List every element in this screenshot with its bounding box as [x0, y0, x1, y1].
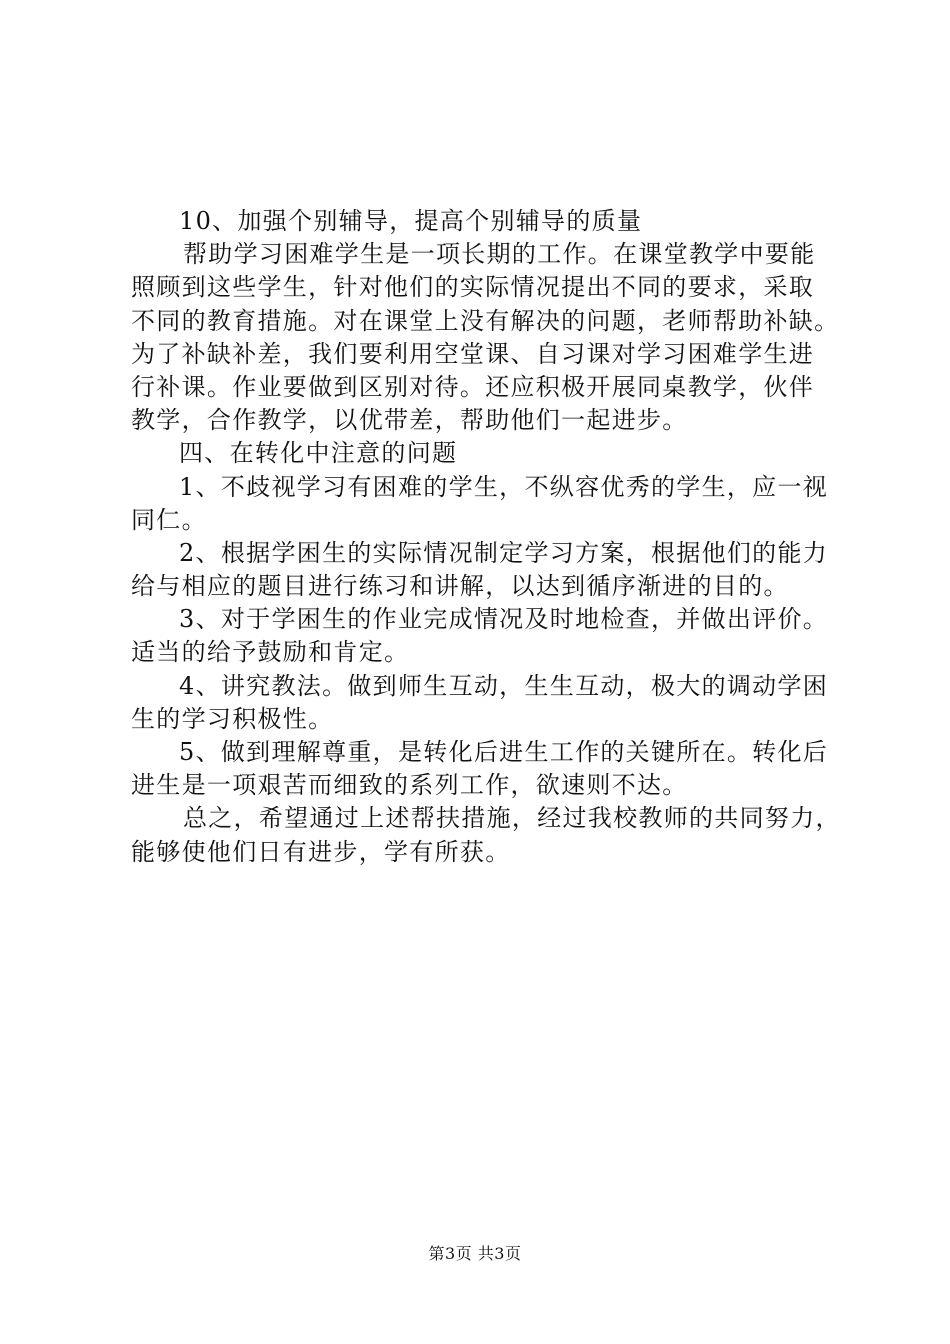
list-item-line: 同仁。: [131, 505, 207, 534]
list-item-line: 给与相应的题目进行练习和讲解，以达到循序渐进的目的。: [131, 572, 789, 601]
paragraph-line: 教学，合作教学，以优带差，帮助他们一起进步。: [131, 406, 688, 435]
conclusion-line: 总之，希望通过上述帮扶措施，经过我校教师的共同努力，: [183, 804, 841, 833]
list-item-line: 进生是一项艰苦而细致的系列工作，欲速则不达。: [131, 771, 688, 800]
list-item-line: 3、对于学困生的作业完成情况及时地检查，并做出评价。: [179, 605, 829, 634]
list-item-line: 5、做到理解尊重，是转化后进生工作的关键所在。转化后: [179, 738, 829, 766]
heading-individual-tutoring: 10、加强个别辅导，提高个别辅导的质量: [179, 207, 643, 235]
list-item-line: 2、根据学困生的实际情况制定学习方案，根据他们的能力: [179, 538, 829, 567]
list-item-line: 4、讲究教法。做到师生互动，生生互动，极大的调动学困: [179, 671, 829, 700]
document-body: [131, 205, 843, 869]
list-item-line: 1、不歧视学习有困难的学生，不纵容优秀的学生，应一视: [179, 472, 829, 501]
paragraph-line: 帮助学习困难学生是一项长期的工作。在课堂教学中要能: [183, 240, 816, 269]
list-item-line: 适当的给予鼓励和肯定。: [131, 638, 410, 667]
list-item-line: 生的学习积极性。: [131, 704, 334, 733]
paragraph-line: 照顾到这些学生，针对他们的实际情况提出不同的要求，采取: [131, 273, 815, 302]
page-number-footer: 第3页 共3页: [428, 1244, 522, 1263]
paragraph-line: 为了补缺补差，我们要利用空堂课、自习课对学习困难学生进: [131, 339, 815, 368]
conclusion-line: 能够使他们日有进步，学有所获。: [131, 837, 511, 866]
paragraph-line: 行补课。作业要做到区别对待。还应积极开展同桌教学，伙伴: [131, 372, 815, 401]
paragraph-line: 不同的教育措施。对在课堂上没有解决的问题，老师帮助补缺。: [131, 306, 840, 335]
section-heading-issues: 四、在转化中注意的问题: [179, 439, 458, 468]
